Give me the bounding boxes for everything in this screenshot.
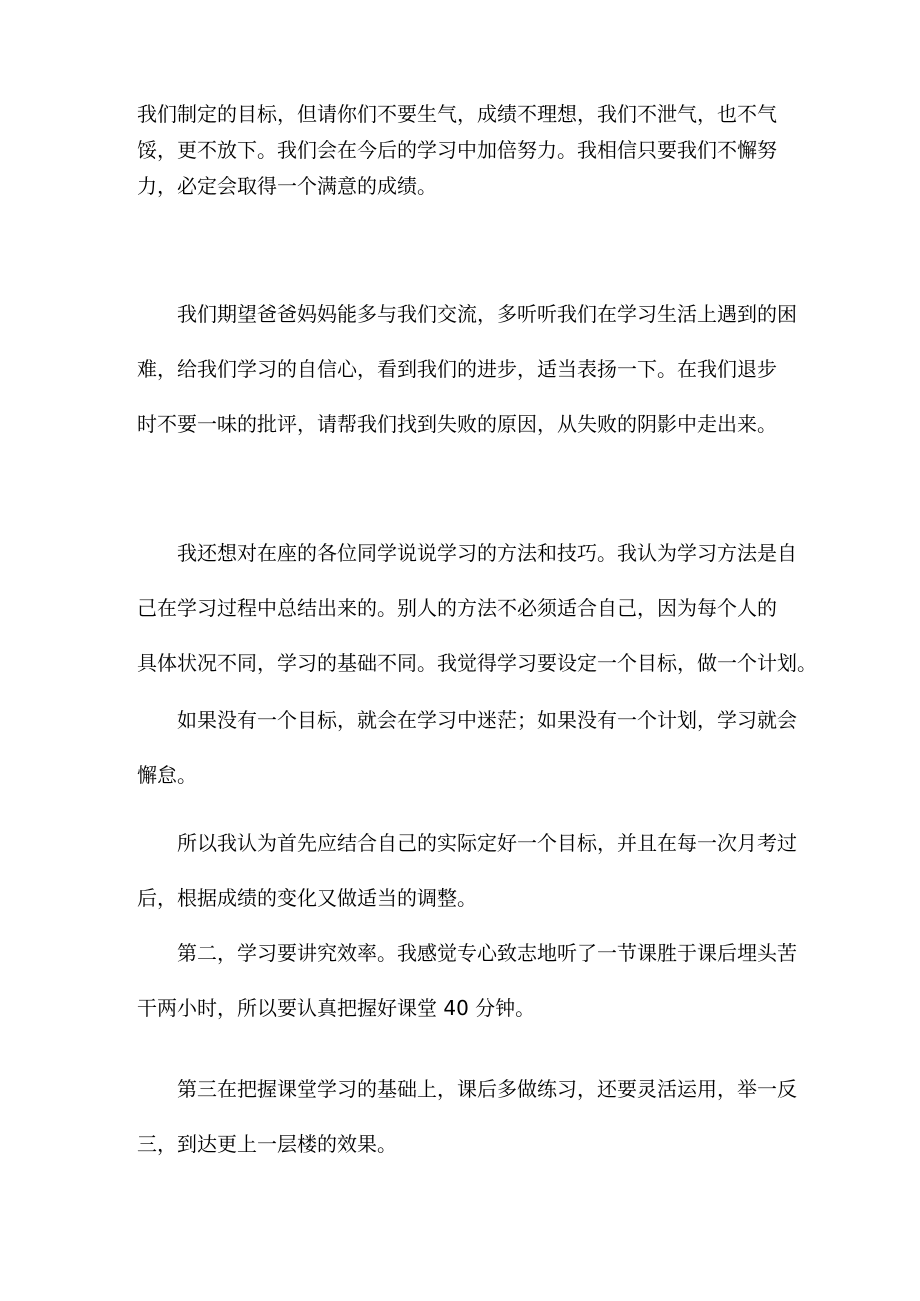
text-line: 我们制定的目标，但请你们不要生气，成绩不理想，我们不泄气，也不气 (137, 102, 777, 126)
text-line: 三，到达更上一层楼的效果。 (137, 1132, 397, 1156)
paragraph-first-point (137, 816, 797, 926)
paragraph-study-methods (137, 526, 817, 691)
text-line: 第三在把握课堂学习的基础上，课后多做练习，还要灵活运用，举一反 (137, 1077, 797, 1101)
text-line: 我们期望爸爸妈妈能多与我们交流，多听听我们在学习生活上遇到的困 (137, 302, 797, 326)
text-line: 干两小时，所以要认真把握好课堂 40 分钟。 (137, 996, 536, 1020)
text-line: 难，给我们学习的自信心，看到我们的进步，适当表扬一下。在我们退步 (137, 357, 777, 381)
paragraph-second-point (137, 926, 797, 1036)
text-line: 我还想对在座的各位同学说说学习的方法和技巧。我认为学习方法是自 (137, 541, 797, 565)
text-line: 具体状况不同，学习的基础不同。我觉得学习要设定一个目标，做一个计划。 (137, 651, 817, 675)
text-line: 懈怠。 (137, 763, 197, 787)
text-line: 第二，学习要讲究效率。我感觉专心致志地听了一节课胜于课后埋头苦 (137, 941, 797, 965)
paragraph-goal-plan (137, 693, 797, 803)
text-line: 如果没有一个目标，就会在学习中迷茫；如果没有一个计划，学习就会 (137, 708, 797, 732)
paragraph-parents (137, 287, 797, 452)
text-line: 所以我认为首先应结合自己的实际定好一个目标，并且在每一次月考过 (137, 831, 797, 855)
text-line: 力，必定会取得一个满意的成绩。 (137, 174, 437, 198)
text-line: 时不要一味的批评，请帮我们找到失败的原因，从失败的阴影中走出来。 (137, 412, 777, 436)
paragraph-goal (137, 96, 787, 204)
paragraph-third-point (137, 1062, 797, 1172)
text-line: 后，根据成绩的变化又做适当的调整。 (137, 886, 477, 910)
text-line: 馁，更不放下。我们会在今后的学习中加倍努力。我相信只要我们不懈努 (137, 138, 777, 162)
text-line: 己在学习过程中总结出来的。别人的方法不必须适合自己，因为每个人的 (137, 596, 777, 620)
